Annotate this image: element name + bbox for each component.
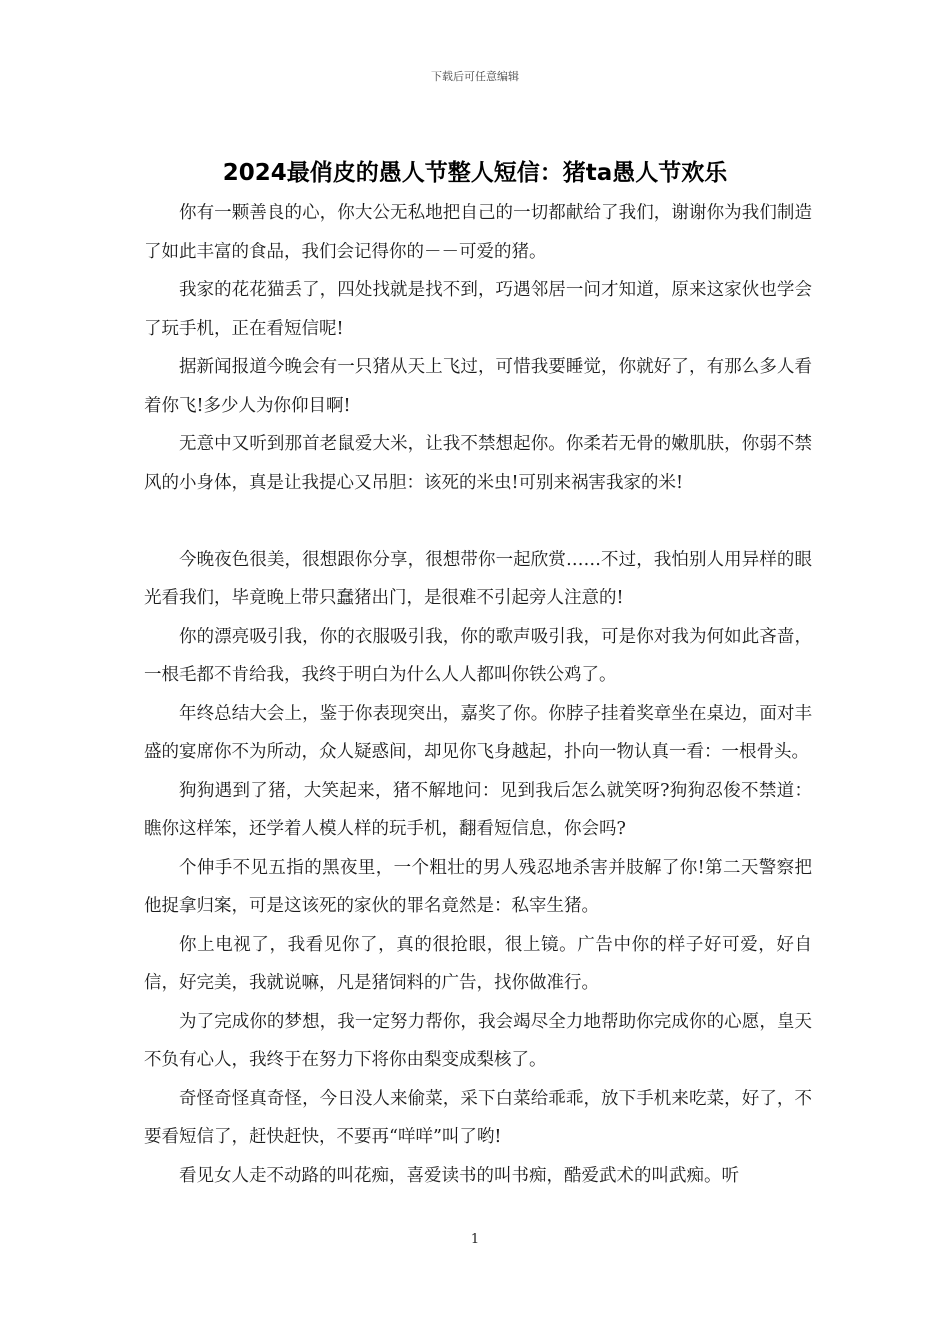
paragraph: 年终总结大会上，鉴于你表现突出，嘉奖了你。你脖子挂着奖章坐在桌边，面对丰盛的宴席你不为所动，众人疑惑间，却见你飞身越起，扑向一物认真一看：一根骨头。 <box>144 703 812 762</box>
blank-line <box>144 502 812 541</box>
paragraph: 你上电视了，我看见你了，真的很抢眼，很上镜。广告中你的样子好可爱，好自信，好完美，我就说嘛，凡是猪饲料的广告，找你做准行。 <box>144 934 812 993</box>
paragraph: 奇怪奇怪真奇怪，今日没人来偷菜，采下白菜给乖乖，放下手机来吃菜，好了，不要看短信了，赶快赶快，不要再“咩咩”叫了哟! <box>144 1088 812 1147</box>
paragraph: 无意中又听到那首老鼠爱大米，让我不禁想起你。你柔若无骨的嫩肌肤，你弱不禁风的小身体，真是让我提心又吊胆：该死的米虫!可别来祸害我家的米! <box>144 434 812 493</box>
page-number: 1 <box>470 1232 480 1247</box>
document-title: 2024最俏皮的愚人节整人短信：猪ta愚人节欢乐 <box>222 160 728 186</box>
paragraph: 我家的花花猫丢了，四处找就是找不到，巧遇邻居一问才知道，原来这家伙也学会了玩手机，正在看短信呢! <box>144 280 812 339</box>
page-header-note: 下载后可任意编辑 <box>431 70 519 83</box>
paragraph: 看见女人走不动路的叫花痴，喜爱读书的叫书痴，酷爱武术的叫武痴。听 <box>179 1165 739 1186</box>
paragraph: 狗狗遇到了猪，大笑起来，猪不解地问：见到我后怎么就笑呀?狗狗忍俊不禁道：瞧你这样笨，还学着人模人样的玩手机，翻看短信息，你会吗? <box>144 780 812 839</box>
paragraph: 你有一颗善良的心，你大公无私地把自己的一切都献给了我们，谢谢你为我们制造了如此丰富的食品，我们会记得你的－－可爱的猪。 <box>144 203 812 262</box>
paragraph: 你的漂亮吸引我，你的衣服吸引我，你的歌声吸引我，可是你对我为何如此吝啬，一根毛都不肯给我，我终于明白为什么人人都叫你铁公鸡了。 <box>144 626 812 685</box>
paragraph: 据新闻报道今晚会有一只猪从天上飞过，可惜我要睡觉，你就好了，有那么多人看着你飞!多少人为你仰目啊! <box>144 357 812 416</box>
paragraph: 为了完成你的梦想，我一定努力帮你，我会竭尽全力地帮助你完成你的心愿，皇天不负有心人，我终于在努力下将你由梨变成梨核了。 <box>144 1011 812 1070</box>
paragraph: 个伸手不见五指的黑夜里，一个粗壮的男人残忍地杀害并肢解了你!第二天警察把他捉拿归案，可是这该死的家伙的罪名竟然是：私宰生猪。 <box>144 857 812 916</box>
paragraph: 今晚夜色很美，很想跟你分享，很想带你一起欣赏……不过，我怕别人用异样的眼光看我们，毕竟晚上带只蠢猪出门，是很难不引起旁人注意的! <box>144 549 812 608</box>
document-body <box>144 194 812 1195</box>
